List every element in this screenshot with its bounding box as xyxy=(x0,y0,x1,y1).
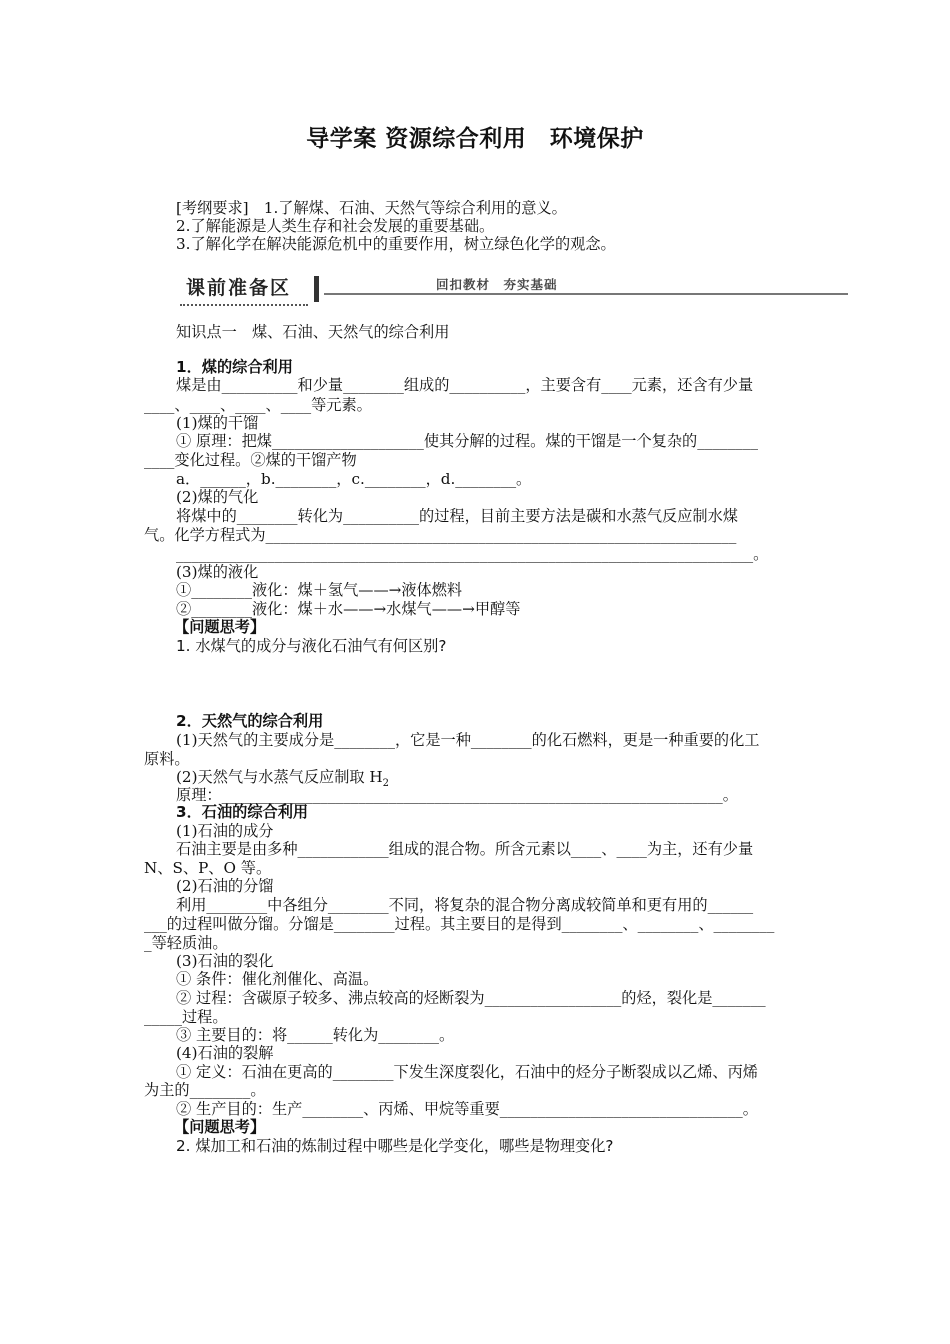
requirements-line-2: 2.了解能源是人类生存和社会发展的重要基础。 xyxy=(176,217,495,235)
petroleum-line: 利用________中各组分________不同，将复杂的混合物分离成较简单和更有用的______ xyxy=(176,896,754,914)
banner-rule xyxy=(324,293,848,295)
requirements-line-3: 3.了解化学在解决能源危机中的重要作用，树立绿色化学的观念。 xyxy=(176,235,616,253)
coal-line: ②________液化：煤＋水——→水煤气——→甲醇等 xyxy=(176,600,521,618)
natural-gas-heading: 2．天然气的综合利用 xyxy=(176,712,324,730)
banner-underline xyxy=(180,302,308,306)
coal-line: ____变化过程。②煤的干馏产物 xyxy=(144,451,357,469)
petroleum-line: N、S、P、O 等。 xyxy=(144,859,272,877)
coal-line: 气。化学方程式为______________________________________________________________ xyxy=(144,526,737,544)
petroleum-composition-title: (1)石油的成分 xyxy=(176,822,274,840)
question-text: 1. 水煤气的成分与液化石油气有何区别? xyxy=(176,637,447,655)
page-title: 导学案 资源综合利用 环境保护 xyxy=(306,126,644,152)
coal-gasification-title: (2)煤的气化 xyxy=(176,488,259,506)
natural-gas-line: 原料。 xyxy=(144,750,190,768)
coal-line: ①________液化：煤＋氢气——→液体燃料 xyxy=(176,581,463,599)
requirements-line-1: [考纲要求] 1.了解煤、石油、天然气等综合利用的意义。 xyxy=(176,199,567,217)
coal-line: ① 原理：把煤____________________使其分解的过程。煤的干馏是一个复杂的________ xyxy=(176,432,758,450)
petroleum-line: ② 过程：含碳原子较多、沸点较高的烃断裂为__________________的烃，裂化是_______ xyxy=(176,989,766,1007)
banner-tagline: 回扣教材 夯实基础 xyxy=(436,277,558,292)
knowledge-point-title: 知识点一 煤、石油、天然气的综合利用 xyxy=(176,323,450,341)
coal-liquefaction-title: (3)煤的液化 xyxy=(176,563,259,581)
petroleum-line: ③ 主要目的：将______转化为________。 xyxy=(176,1026,455,1044)
banner-divider xyxy=(314,276,319,302)
petroleum-line: 为主的________。 xyxy=(144,1081,266,1099)
petroleum-line: _____过程。 xyxy=(144,1008,228,1026)
section-banner xyxy=(178,272,848,306)
natural-gas-line: 原理：__________________________________________________________________。 xyxy=(176,786,738,804)
question-text: 2. 煤加工和石油的炼制过程中哪些是化学变化，哪些是物理变化? xyxy=(176,1137,614,1155)
petroleum-fractionation-title: (2)石油的分馏 xyxy=(176,877,274,895)
coal-line: ____、____、____、____等元素。 xyxy=(144,396,372,414)
petroleum-line: ① 条件：催化剂催化、高温。 xyxy=(176,970,379,988)
petroleum-heading: 3．石油的综合利用 xyxy=(176,803,309,821)
subscript: 2 xyxy=(382,778,390,790)
question-label: 【问题思考】 xyxy=(174,1118,266,1136)
coal-line: 煤是由__________和少量________组成的__________，主要含有____元素，还含有少量 xyxy=(176,376,754,394)
petroleum-line: _等轻质油。 xyxy=(144,934,228,952)
petroleum-cracking-title: (3)石油的裂化 xyxy=(176,952,274,970)
natural-gas-text: (2)天然气与水蒸气反应制取 H xyxy=(176,768,383,786)
coal-heading: 1．煤的综合利用 xyxy=(176,358,293,376)
question-label: 【问题思考】 xyxy=(174,618,266,636)
petroleum-line: ___的过程叫做分馏。分馏是________过程。其主要目的是得到________、________、________ xyxy=(144,915,775,933)
petroleum-line: ① 定义：石油在更高的________下发生深度裂化，石油中的烃分子断裂成以乙烯、丙烯 xyxy=(176,1063,758,1081)
petroleum-line: ② 生产目的：生产________、丙烯、甲烷等重要________________________________。 xyxy=(176,1100,758,1118)
coal-line: a．______，b.________，c.________，d.________。 xyxy=(176,470,532,488)
petroleum-pyrolysis-title: (4)石油的裂解 xyxy=(176,1044,274,1062)
petroleum-line: 石油主要是由多种____________组成的混合物。所含元素以____、____为主，还有少量 xyxy=(176,840,754,858)
coal-line: ____________________________________________________________________________。 xyxy=(176,545,769,563)
natural-gas-line: (1)天然气的主要成分是________，它是一种________的化石燃料，更是一种重要的化工 xyxy=(176,731,760,749)
coal-distillation-title: (1)煤的干馏 xyxy=(176,414,259,432)
coal-line: 将煤中的________转化为__________的过程，目前主要方法是碳和水蒸气反应制水煤 xyxy=(176,507,738,525)
banner-label: 课前准备区 xyxy=(186,277,292,299)
